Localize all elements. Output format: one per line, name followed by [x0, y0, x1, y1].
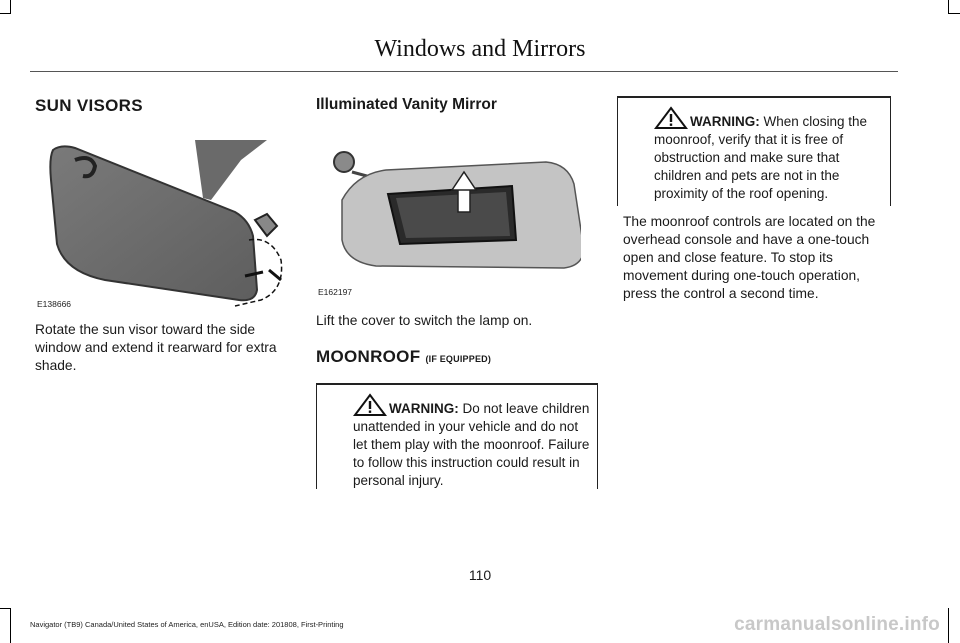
crop-mark — [0, 608, 11, 609]
warning-content — [323, 393, 591, 490]
moonroof-heading-text: MOONROOF — [316, 347, 421, 366]
column-sun-visors — [35, 96, 300, 116]
column-vanity-mirror — [316, 96, 581, 114]
warning-content — [624, 106, 884, 203]
warning-lead: WARNING: — [389, 401, 459, 416]
figure-code: E162197 — [318, 287, 353, 297]
vanity-mirror-text-block — [316, 312, 581, 330]
sun-visor-instruction: Rotate the sun visor toward the side window and extend it rearward for extra shade. — [35, 322, 277, 373]
sun-visor-illustration — [35, 140, 300, 310]
crop-mark — [948, 608, 949, 643]
crop-mark — [10, 0, 11, 14]
sun-visor-text-block — [35, 321, 300, 375]
crop-mark — [10, 608, 11, 643]
page-number: 110 — [468, 567, 492, 583]
warning-lead: WARNING: — [690, 114, 760, 129]
section-heading-sun-visors: SUN VISORS — [35, 96, 143, 115]
figure-code: E138666 — [37, 299, 72, 309]
vanity-mirror-instruction: Lift the cover to switch the lamp on. — [316, 313, 533, 328]
section-heading-moonroof — [316, 347, 581, 367]
warning-triangle-icon — [654, 106, 688, 130]
moonroof-heading-suffix: (IF EQUIPPED) — [425, 354, 492, 364]
warning-triangle-icon — [353, 393, 387, 417]
warning-text: When closing the moonroof, verify that it is free of obstruction and make sure that children and pets are not in the proximity of the roof opening. — [654, 114, 868, 201]
watermark: carmanualsonline.info — [734, 614, 940, 635]
warning-box-closing — [617, 96, 891, 206]
page-title: Windows and Mirrors — [374, 36, 586, 62]
moonroof-instruction: The moonroof controls are located on the overhead console and have a one-touch open and close feature. To stop its movement during one-touch operation, press the control a second time. — [623, 214, 876, 301]
crop-mark — [0, 13, 11, 14]
crop-mark — [948, 13, 960, 14]
moonroof-text-block — [623, 213, 895, 303]
subheading-vanity-mirror: Illuminated Vanity Mirror — [316, 96, 497, 113]
crop-mark — [948, 0, 949, 14]
warning-box-children — [316, 383, 598, 489]
warning-text: Do not leave children unattended in your vehicle and do not let them play with the moonroof. Failure to follow this instruction could result in personal injury. — [353, 401, 590, 488]
footer-edition: Navigator (TB9) Canada/United States of America, enUSA, Edition date: 201808, First-Printing — [30, 620, 344, 629]
vanity-mirror-illustration — [316, 140, 581, 310]
header-rule — [30, 71, 898, 72]
moonroof-heading-block — [316, 347, 581, 367]
